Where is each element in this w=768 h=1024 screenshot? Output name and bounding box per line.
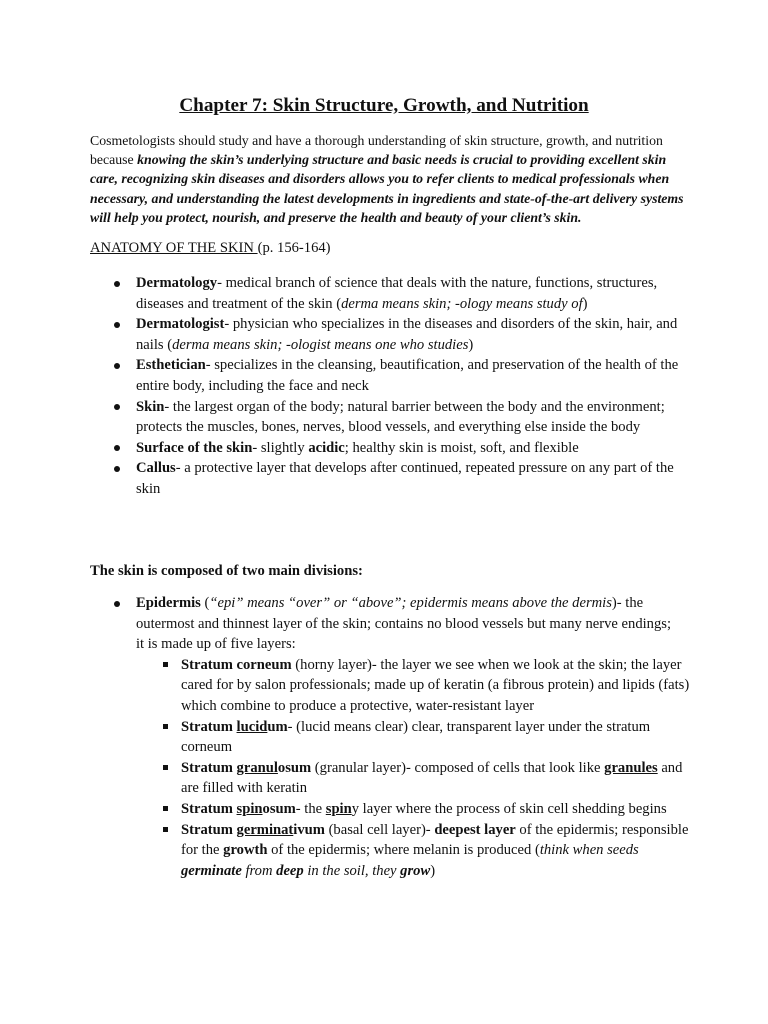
square-bullet-icon [163,806,168,811]
definition: - slightly [252,439,309,456]
list-item [111,355,681,396]
mnemonic: think when seeds [539,842,639,859]
layer-description: - the [295,800,326,817]
layer-description: of the epidermis; where melanin is produced ( [267,842,540,859]
layer-name: Stratum [181,800,237,817]
term: Callus [136,460,176,477]
layer-suffix: osum [262,800,296,817]
list-item [111,397,681,438]
definition: - physician who specializes in the diseases and disorders of the skin, hair, and nails ( [136,316,678,353]
mnemonic-key: germinate [181,862,242,879]
intro-paragraph [90,131,690,227]
layer-name: Stratum [181,821,237,838]
list-item [111,314,681,355]
divisions-heading: The skin is composed of two main divisions: [90,563,363,579]
anatomy-heading [90,238,690,259]
etymology: derma means skin; -ology means study of [341,295,583,312]
layer-suffix: um [267,718,288,735]
layer-root: granul [236,759,278,776]
square-bullet-icon [163,827,168,832]
layer-suffix: ivum [293,821,325,838]
list-item [161,820,698,882]
list-item [161,655,698,717]
etymology: “epi” means “over” or “above”; epidermis means above the dermis [209,595,612,611]
layer-root: lucid [236,718,268,735]
layer-description: of the epidermis; responsible for the [181,821,689,859]
anatomy-pages: (p. 156-164) [257,240,331,256]
epidermis-layers-list [136,655,690,882]
definition: - specializes in the cleansing, beautification, and preservation of the health of the entire body, including the face and neck [136,357,679,394]
layer-name: Stratum [181,759,237,776]
square-bullet-icon [163,765,168,770]
punct: ) [468,336,474,353]
bullet-icon [114,445,120,451]
layer-name: Stratum corneum [181,656,292,673]
bullet-icon [114,363,120,369]
term: Dermatology [136,275,218,291]
square-bullet-icon [163,662,168,667]
layer-description: (granular layer)- composed of cells that look like [311,759,605,776]
term: Surface of the skin [136,439,253,456]
mnemonic-key: grow [400,862,431,879]
definition: - medical branch of science that deals with the nature, functions, structures, diseases and treatment of the skin ( [136,275,658,312]
bullet-icon [114,601,120,607]
layer-description: y layer where the process of skin cell shedding begins [351,800,667,817]
etymology: derma means skin; -ologist means one who studies [172,336,469,353]
square-bullet-icon [163,724,168,729]
layer-description: (horny layer)- the layer we see when we look at the skin; the layer cared for by salon professionals; made up of keratin (a fibrous protein) and lipids (fats) which combine to produce a protective, water-resistant layer [181,656,690,714]
definition: )- the outermost and thinnest layer of the skin; contains no blood vessels but many nerve endings; it is made up of five layers: [136,595,672,653]
key-word: growth [223,842,268,859]
list-item [111,593,690,881]
list-item [111,273,681,314]
list-item [161,799,698,820]
divisions-list [111,593,690,881]
anatomy-heading-text: ANATOMY OF THE SKIN [90,240,258,256]
bullet-icon [114,281,120,287]
list-item [111,438,681,459]
punct: ( [200,595,210,611]
definition: - the largest organ of the body; natural barrier between the body and the environment; protects the muscles, bones, nerves, blood vessels, and everything else inside the body [136,398,665,436]
term: Esthetician [136,357,206,374]
key-word: granules [604,759,658,776]
punct: ) [582,295,588,312]
list-item [111,458,681,499]
layer-description: (basal cell layer)- [324,821,435,838]
intro-plain: Cosmetologists should study and have a thorough understanding of skin structure, growth, and nutrition because [90,133,663,168]
bullet-icon [114,404,120,410]
definition: - a protective layer that develops after continued, repeated pressure on any part of the skin [136,460,674,497]
definition: ; healthy skin is moist, soft, and flexible [344,439,579,456]
layer-root: germinat [236,821,294,838]
mnemonic: from [241,862,277,879]
page-title: Chapter 7: Skin Structure, Growth, and Nutrition [179,95,589,116]
list-item [161,717,698,758]
layer-name: Stratum [181,718,237,735]
key-word: spin [325,800,352,817]
term: Dermatologist [136,316,225,333]
layer-description: and are filled with keratin [181,759,683,797]
layer-root: spin [236,800,263,817]
term: Skin [136,398,165,415]
bullet-icon [114,322,120,328]
mnemonic: in the soil, they [303,862,401,879]
layer-suffix: osum [277,759,312,776]
mnemonic-key: deep [276,862,304,879]
list-item [161,758,698,799]
punct: ) [430,862,436,879]
key-word: acidic [308,439,345,456]
term: Epidermis [136,595,201,611]
key-word: deepest layer [434,821,516,838]
layer-description: - (lucid means clear) clear, transparent layer under the stratum corneum [181,718,651,756]
definitions-list [111,273,681,500]
bullet-icon [114,466,120,472]
intro-emphasis: knowing the skin’s underlying structure and basic needs is crucial to providing excellent skin care, recognizing skin diseases and disorders allows you to refer clients to medical professionals when necessary, and understanding the latest developments in ingredients and state-of-the-art delivery systems will help you protect, nourish, and preserve the health and beauty of your client’s skin. [90,152,684,225]
